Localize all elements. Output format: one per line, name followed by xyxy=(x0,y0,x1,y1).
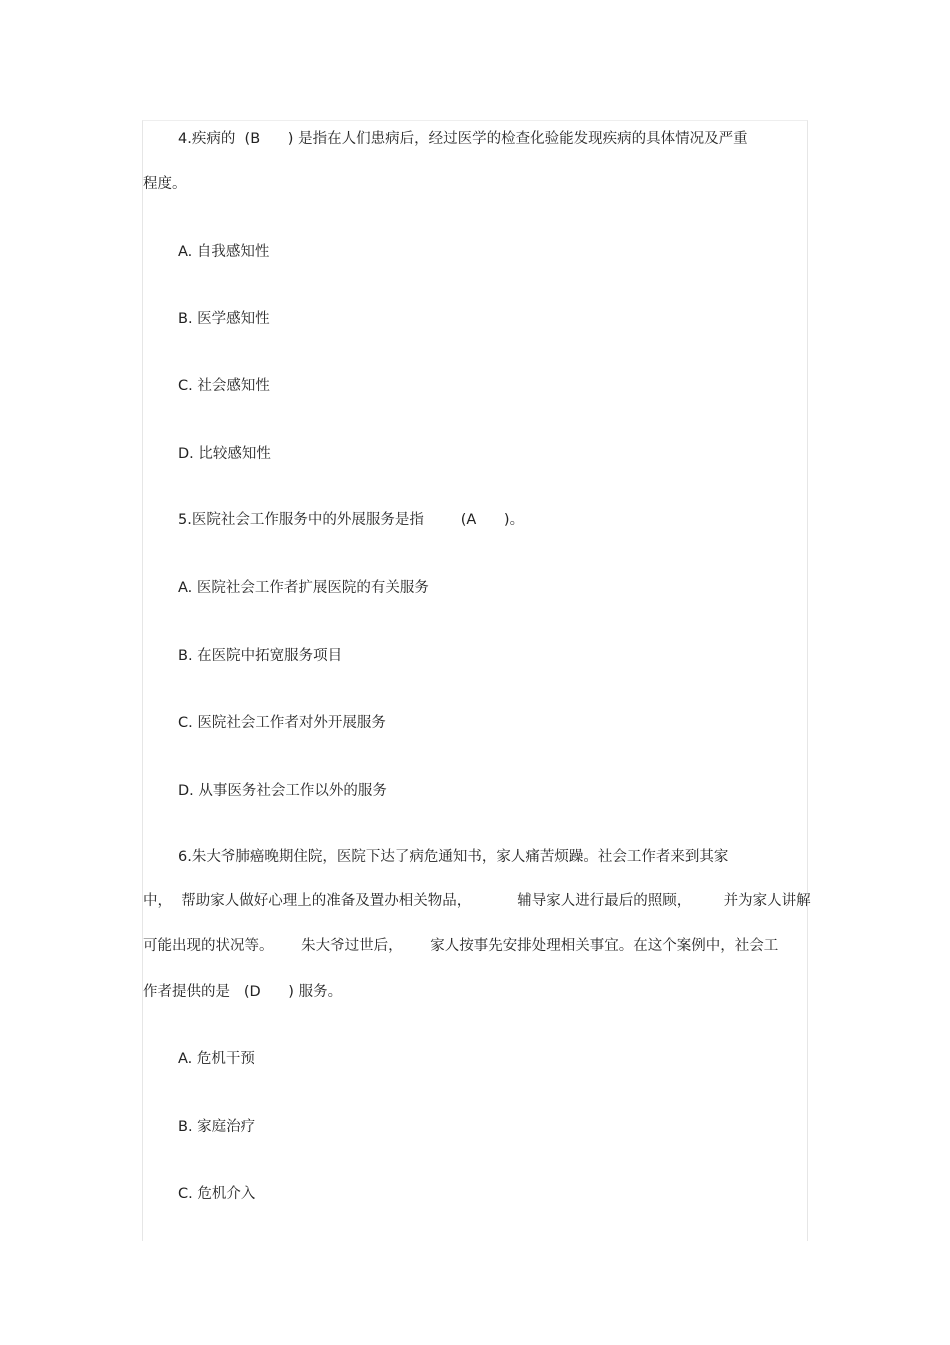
question-6-stem-line-2: 中， 帮助家人做好心理上的准备及置办相关物品， 辅导家人进行最后的照顾， 并为家人讲解 xyxy=(143,893,811,909)
question-6-option-b: B. 家庭治疗 xyxy=(178,1119,256,1135)
question-4-option-c: C. 社会感知性 xyxy=(178,378,270,394)
question-6-stem-line-1: 6.朱大爷肺癌晚期住院，医院下达了病危通知书，家人痛苦烦躁。社会工作者来到其家 xyxy=(178,849,729,865)
question-4-stem-line-2: 程度。 xyxy=(143,176,187,192)
question-4-option-a: A. 自我感知性 xyxy=(178,244,270,260)
question-6-option-c: C. 危机介入 xyxy=(178,1186,256,1202)
question-5-option-a: A. 医院社会工作者扩展医院的有关服务 xyxy=(178,580,429,596)
question-4-option-b: B. 医学感知性 xyxy=(178,311,270,327)
question-6-stem-line-4: 作者提供的是 (D ) 服务。 xyxy=(143,984,343,1000)
question-4-option-d: D. 比较感知性 xyxy=(178,446,271,462)
question-6-stem-line-3: 可能出现的状况等。 朱大爷过世后， 家人按事先安排处理相关事宜。在这个案例中，社会工 xyxy=(143,938,779,954)
question-5-stem: 5.医院社会工作服务中的外展服务是指 (A )。 xyxy=(178,512,525,528)
question-5-option-b: B. 在医院中拓宽服务项目 xyxy=(178,648,343,664)
question-4-stem-line-1: 4.疾病的 (B ) 是指在人们患病后，经过医学的检查化验能发现疾病的具体情况及严重 xyxy=(178,131,748,147)
question-6-option-a: A. 危机干预 xyxy=(178,1051,255,1067)
question-5-option-c: C. 医院社会工作者对外开展服务 xyxy=(178,715,386,731)
document-page xyxy=(142,120,811,1241)
question-5-option-d: D. 从事医务社会工作以外的服务 xyxy=(178,783,387,799)
